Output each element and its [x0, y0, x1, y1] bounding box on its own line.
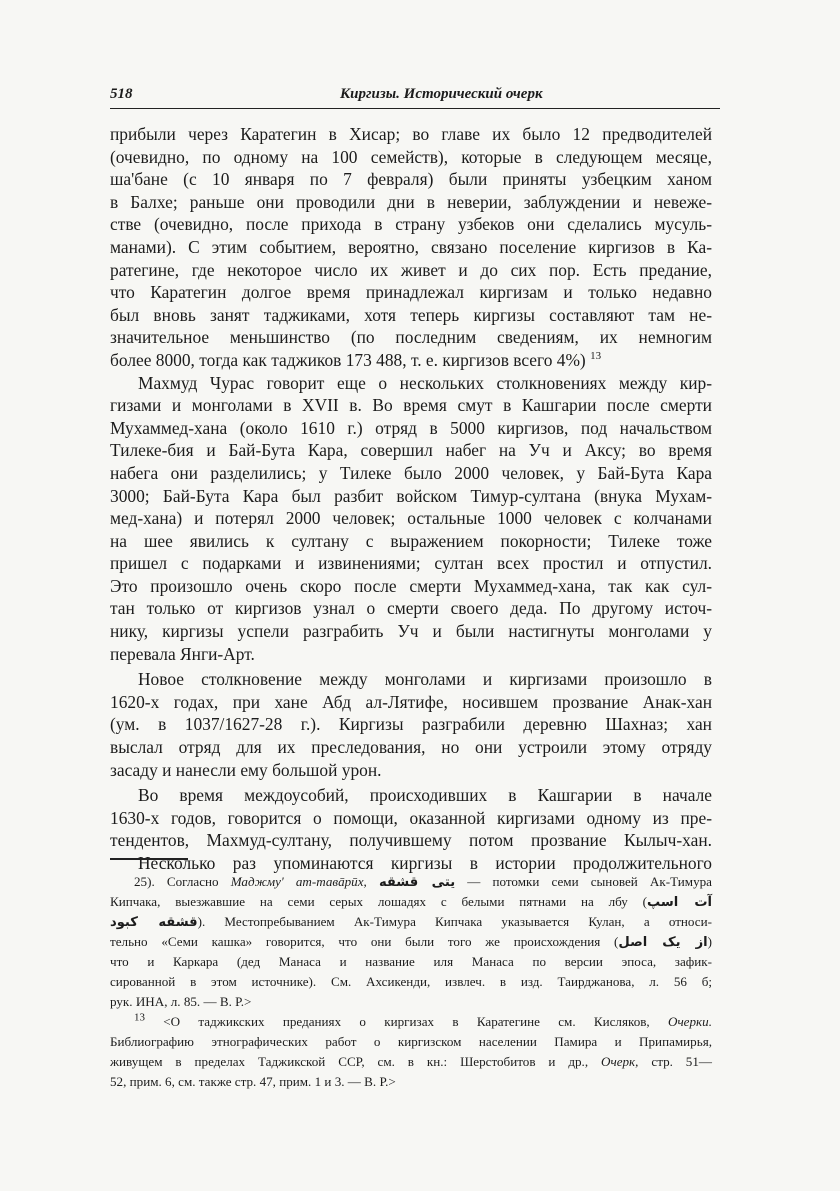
- footnote-line: [110, 912, 712, 932]
- text-line: ратегине, где некоторое число их живет и до сих пор. Есть предание,: [110, 259, 712, 280]
- paragraph-1: [110, 123, 712, 372]
- text-line: 1620-х годах, при хане Абд ал-Лятифе, носившем прозвание Анак-хан: [110, 691, 712, 712]
- text-line: Тилеке-бия и Бай-Бута Кара, совершил набег на Уч и Аксу; во время: [110, 440, 712, 461]
- text-line: нику, киргизы успели разграбить Уч и были настигнуты монголами у: [110, 621, 712, 642]
- footnotes: [110, 872, 712, 1092]
- footnote-line: рук. ИНА, л. 85. — В. Р.>: [110, 994, 252, 1009]
- text-line: стве (очевидно, после прихода в страну узбеков они сделались мусуль-: [110, 214, 712, 235]
- text-line: (ум. в 1037/1627-28 г.). Киргизы разграбили деревню Шахназ; хан: [110, 714, 712, 735]
- text-line: был вновь занят таджиками, хотя теперь киргизы составляют там не-: [110, 304, 712, 325]
- source-title: Очерки.: [667, 1014, 712, 1029]
- text-line: (очевидно, по одному на 100 семейств), которые в следующем месяце,: [110, 146, 712, 167]
- footnote-text: 25). Согласно: [134, 874, 231, 889]
- footnote-number: 13: [134, 1011, 145, 1024]
- footnote-line: [110, 1052, 712, 1072]
- footnote-line: Библиографию этнографических работ о киргизском населении Памира и Припамирья,: [110, 1034, 712, 1049]
- footnote-line: 52, прим. 6, см. также стр. 47, прим. 1 и 3. — В. Р.>: [110, 1074, 396, 1089]
- text-line: Новое столкновение между монголами и киргизами произошло в: [138, 669, 712, 690]
- paragraph-2: [110, 372, 712, 666]
- footnote-text: живущем в пределах Таджикской ССР, см. в кн.: Шерстобитов и др.,: [110, 1054, 601, 1069]
- text-line: набега они разделились; у Тилеке было 2000 человек, у Бай-Бута Кара: [110, 462, 712, 483]
- source-title: Очерк,: [601, 1054, 639, 1069]
- main-text: [110, 123, 712, 875]
- text-line: Во время междоусобий, происходивших в Кашгарии в начале: [138, 785, 712, 806]
- text-line: тендентов, Махмуд-султану, получившему потом прозвание Кылыч-хан.: [110, 830, 712, 851]
- source-title: Маджму' ат-тавāрūх,: [230, 874, 367, 889]
- text-line: значительное меньшинство (по последним сведениям, их немногим: [110, 327, 712, 348]
- text-line: тан только от киргизов узнал о смерти своего деда. По другому источ-: [110, 598, 712, 619]
- footnote-text: тельно «Семи кашка» говорится, что они были того же происхождения (: [110, 934, 619, 949]
- text-line: на шее явились к султану с выражением покорности; Тилеке тоже: [110, 530, 712, 551]
- footnote-text: ). Местопребыванием Ак-Тимура Кипчака указывается Кулан, а относи-: [197, 914, 712, 929]
- text-line: Мухаммед-хана (около 1610 г.) отряд в 5000 киргизов, под начальством: [110, 417, 712, 438]
- arabic-phrase: قشقه کبود: [110, 915, 198, 930]
- text-line: пришел с подарками и извинениями; султан всех простил и отпустил.: [110, 553, 712, 574]
- footnote-25: [110, 872, 712, 1012]
- page-number: 518: [110, 86, 133, 102]
- arabic-phrase: از یک اصل: [618, 935, 708, 950]
- header-rule: [110, 108, 720, 109]
- text-line: [110, 349, 712, 372]
- footnote-line: что и Каркара (дед Манаса и название иля Манаса по версии эпоса, зафик-: [110, 954, 712, 969]
- text-line: ша'бане (с 10 января по 7 февраля) были приняты узбецким ханом: [110, 169, 712, 190]
- footnote-line: [110, 932, 712, 952]
- footnote-text: ): [707, 934, 713, 949]
- footnote-text: стр. 51—: [638, 1054, 712, 1069]
- footnote-line: сированной в этом источнике). См. Ахсикенди, извлеч. в изд. Таирджанова, л. 56 б;: [110, 974, 712, 989]
- text-line: 1630-х годов, говорится о помощи, оказанной киргизами одному из пре-: [110, 807, 712, 828]
- text-line: в Балхе; раньше они проводили дни в неверии, заблуждении и невеже-: [110, 191, 712, 212]
- text-line: Несколько раз упоминаются киргизы в истории продолжительного: [138, 853, 712, 873]
- text-line: манами). С этим событием, вероятно, связано поселение киргизов в Ка-: [110, 236, 712, 257]
- footnote-line: [110, 892, 712, 912]
- footnote-13: [110, 1012, 712, 1092]
- footnote-rule: [110, 858, 188, 860]
- text-line: что Каратегин долгое время принадлежал киргизам и только недавно: [110, 282, 712, 303]
- text-line: мед-хана) и потерял 2000 человек; остальные 1000 человек с колчанами: [110, 508, 712, 529]
- paragraph-4: [110, 784, 712, 852]
- footnote-text: <О таджикских преданиях о киргизах в Каратегине см. Кисляков,: [145, 1014, 668, 1029]
- text-line: Это произошло очень скоро после смерти Мухаммед-хана, так как сул-: [110, 575, 712, 596]
- arabic-phrase: يتى قشقه: [378, 875, 456, 890]
- text-line: выслал отряд для их преследования, но они устроили этому отряду: [110, 737, 712, 758]
- footnote-text: — потомки семи сыновей Ак-Тимура: [455, 874, 712, 889]
- arabic-phrase: آت اسپ: [647, 895, 713, 910]
- text-line: прибыли через Каратегин в Хисар; во главе их было 12 предводителей: [110, 124, 712, 144]
- running-head: [110, 82, 720, 106]
- text-line: засаду и нанесли ему большой урон.: [110, 759, 382, 780]
- footnote-ref-13: 13: [590, 350, 602, 363]
- text-line: Махмуд Чурас говорит еще о нескольких столкновениях между кир-: [138, 372, 712, 393]
- paragraph-3: [110, 668, 712, 781]
- text-line: 3000; Бай-Бута Кара был разбит войском Тимур-султана (внука Мухам-: [110, 485, 712, 506]
- text-line-content: более 8000, тогда как таджиков 173 488, т. е. киргизов всего 4%): [110, 349, 586, 370]
- running-title: Киргизы. Исторический очерк: [340, 86, 543, 102]
- text-line: перевала Янги-Арт.: [110, 643, 255, 664]
- text-line: гизами и монголами в XVII в. Во время смут в Кашгарии после смерти: [110, 395, 712, 416]
- footnote-line: [110, 1012, 712, 1032]
- footnote-text: Кипчака, выезжавшие на семи серых лошадях с белыми пятнами на лбу (: [110, 894, 648, 909]
- footnote-line: [110, 872, 712, 892]
